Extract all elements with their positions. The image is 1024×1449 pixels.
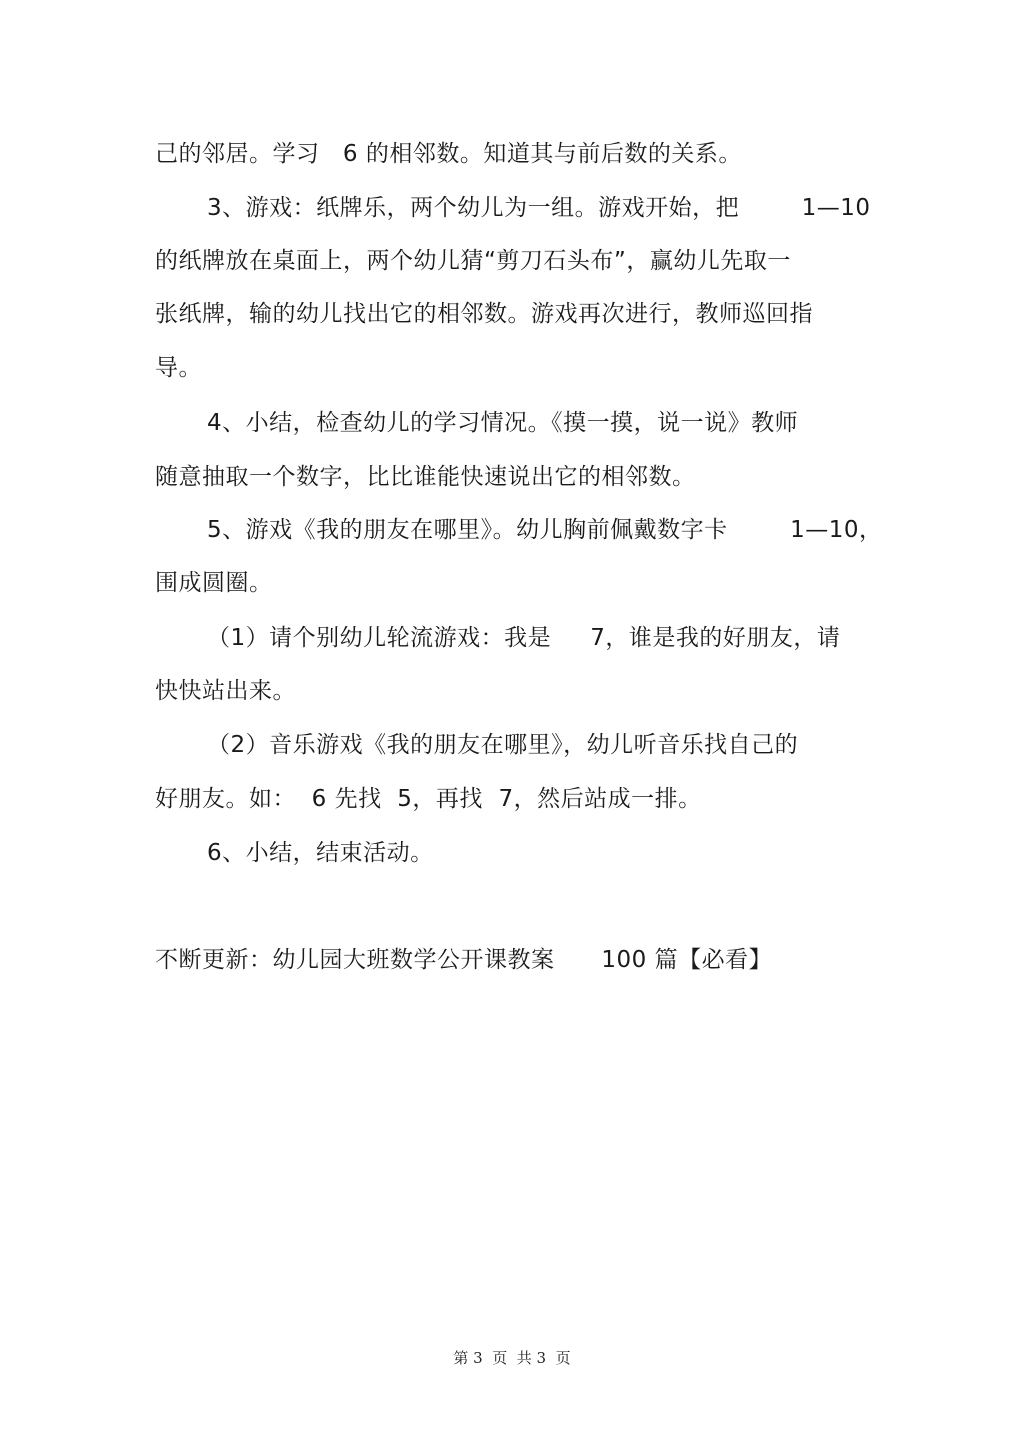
paragraph-line: 6、小结，结束活动。	[207, 840, 434, 866]
paragraph-line: 围成圆圈。	[155, 570, 273, 596]
paragraph-line: 随意抽取一个数字，比比谁能快速说出它的相邻数。	[155, 464, 696, 490]
page-footer: 第 3 页 共 3 页	[453, 1349, 571, 1367]
paragraph-line: 好朋友。如： 6 先找 5，再找 7，然后站成一排。	[155, 786, 702, 812]
paragraph-line: 3、游戏：纸牌乐，两个幼儿为一组。游戏开始，把 1—10	[207, 195, 871, 221]
paragraph-line: 张纸牌，输的幼儿找出它的相邻数。游戏再次进行，教师巡回指	[155, 301, 813, 327]
paragraph-line: 5、游戏《我的朋友在哪里》。幼儿胸前佩戴数字卡 1—10，	[207, 517, 883, 543]
paragraph-line: 己的邻居。学习 6 的相邻数。知道其与前后数的关系。	[155, 141, 742, 167]
paragraph-line: 导。	[155, 355, 202, 381]
paragraph-line: （2）音乐游戏《我的朋友在哪里》，幼儿听音乐找自己的	[207, 732, 799, 758]
paragraph-line: （1）请个别幼儿轮流游戏：我是 7，谁是我的好朋友，请	[207, 625, 841, 651]
paragraph-line: 4、小结，检查幼儿的学习情况。《摸一摸，说一说》教师	[207, 410, 799, 436]
related-article-line: 不断更新：幼儿园大班数学公开课教案 100 篇【必看】	[155, 947, 773, 973]
paragraph-line: 的纸牌放在桌面上，两个幼儿猜“剪刀石头布”，赢幼儿先取一	[155, 248, 791, 274]
paragraph-line: 快快站出来。	[155, 678, 296, 704]
